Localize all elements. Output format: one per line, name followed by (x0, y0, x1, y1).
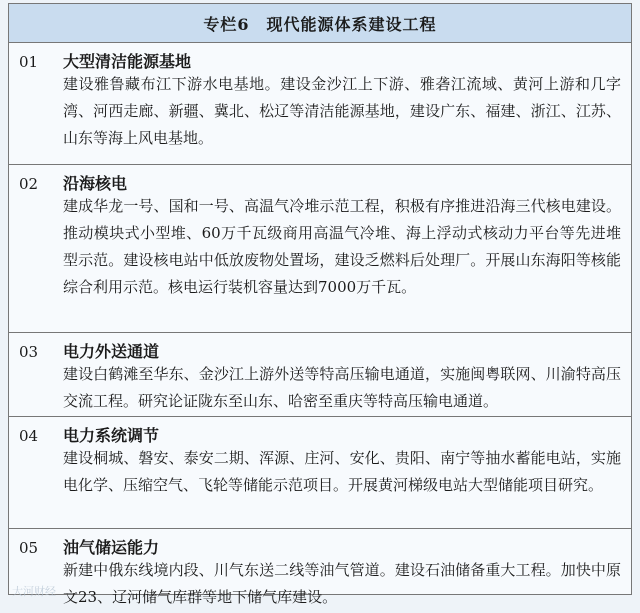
column-title: 专栏6 现代能源体系建设工程 (9, 4, 631, 43)
section-power-transmission (9, 333, 631, 417)
section-title: 油气储运能力 (63, 538, 160, 557)
section-title: 电力外送通道 (63, 342, 160, 361)
section-number: 05 (19, 539, 39, 557)
section-coastal-nuclear (9, 165, 631, 333)
section-body: 建设白鹤滩至华东、金沙江上游外送等特高压输电通道，实施闽粤联网、川渝特高压交流工程。研究论证陇东至山东、哈密至重庆等特高压输电通道。 (63, 365, 621, 410)
column-panel (8, 3, 632, 606)
section-body: 建设桐城、磐安、泰安二期、浑源、庄河、安化、贵阳、南宁等抽水蓄能电站，实施电化学、压缩空气、飞轮等储能示范项目。开展黄河梯级电站大型储能项目研究。 (63, 449, 621, 494)
section-body: 新建中俄东线境内段、川气东送二线等油气管道。建设石油储备重大工程。加快中原文23、辽河储气库群等地下储气库建设。 (63, 561, 621, 606)
section-grid-regulation (9, 417, 631, 529)
section-title: 电力系统调节 (63, 426, 160, 445)
section-number: 04 (19, 427, 39, 445)
section-number: 01 (19, 53, 39, 71)
section-body: 建成华龙一号、国和一号、高温气冷堆示范工程，积极有序推进沿海三代核电建设。推动模块式小型堆、60万千瓦级商用高温气冷堆、海上浮动式核动力平台等先进堆型示范。建设核电站中低放废物处置场，建设乏燃料后处理厂。开展山东海阳等核能综合利用示范。核电运行装机容量达到7000万千瓦。 (63, 197, 621, 296)
section-body: 建设雅鲁藏布江下游水电基地。建设金沙江上下游、雅砻江流域、黄河上游和几字湾、河西走廊、新疆、冀北、松辽等清洁能源基地，建设广东、福建、浙江、江苏、山东等海上风电基地。 (63, 75, 621, 147)
watermark: 大河财经 (12, 585, 56, 598)
section-title: 沿海核电 (63, 174, 128, 193)
section-clean-energy-bases (9, 43, 631, 165)
section-number: 02 (19, 175, 39, 193)
section-title: 大型清洁能源基地 (63, 52, 192, 71)
section-oil-gas-storage (9, 529, 631, 613)
section-number: 03 (19, 343, 39, 361)
